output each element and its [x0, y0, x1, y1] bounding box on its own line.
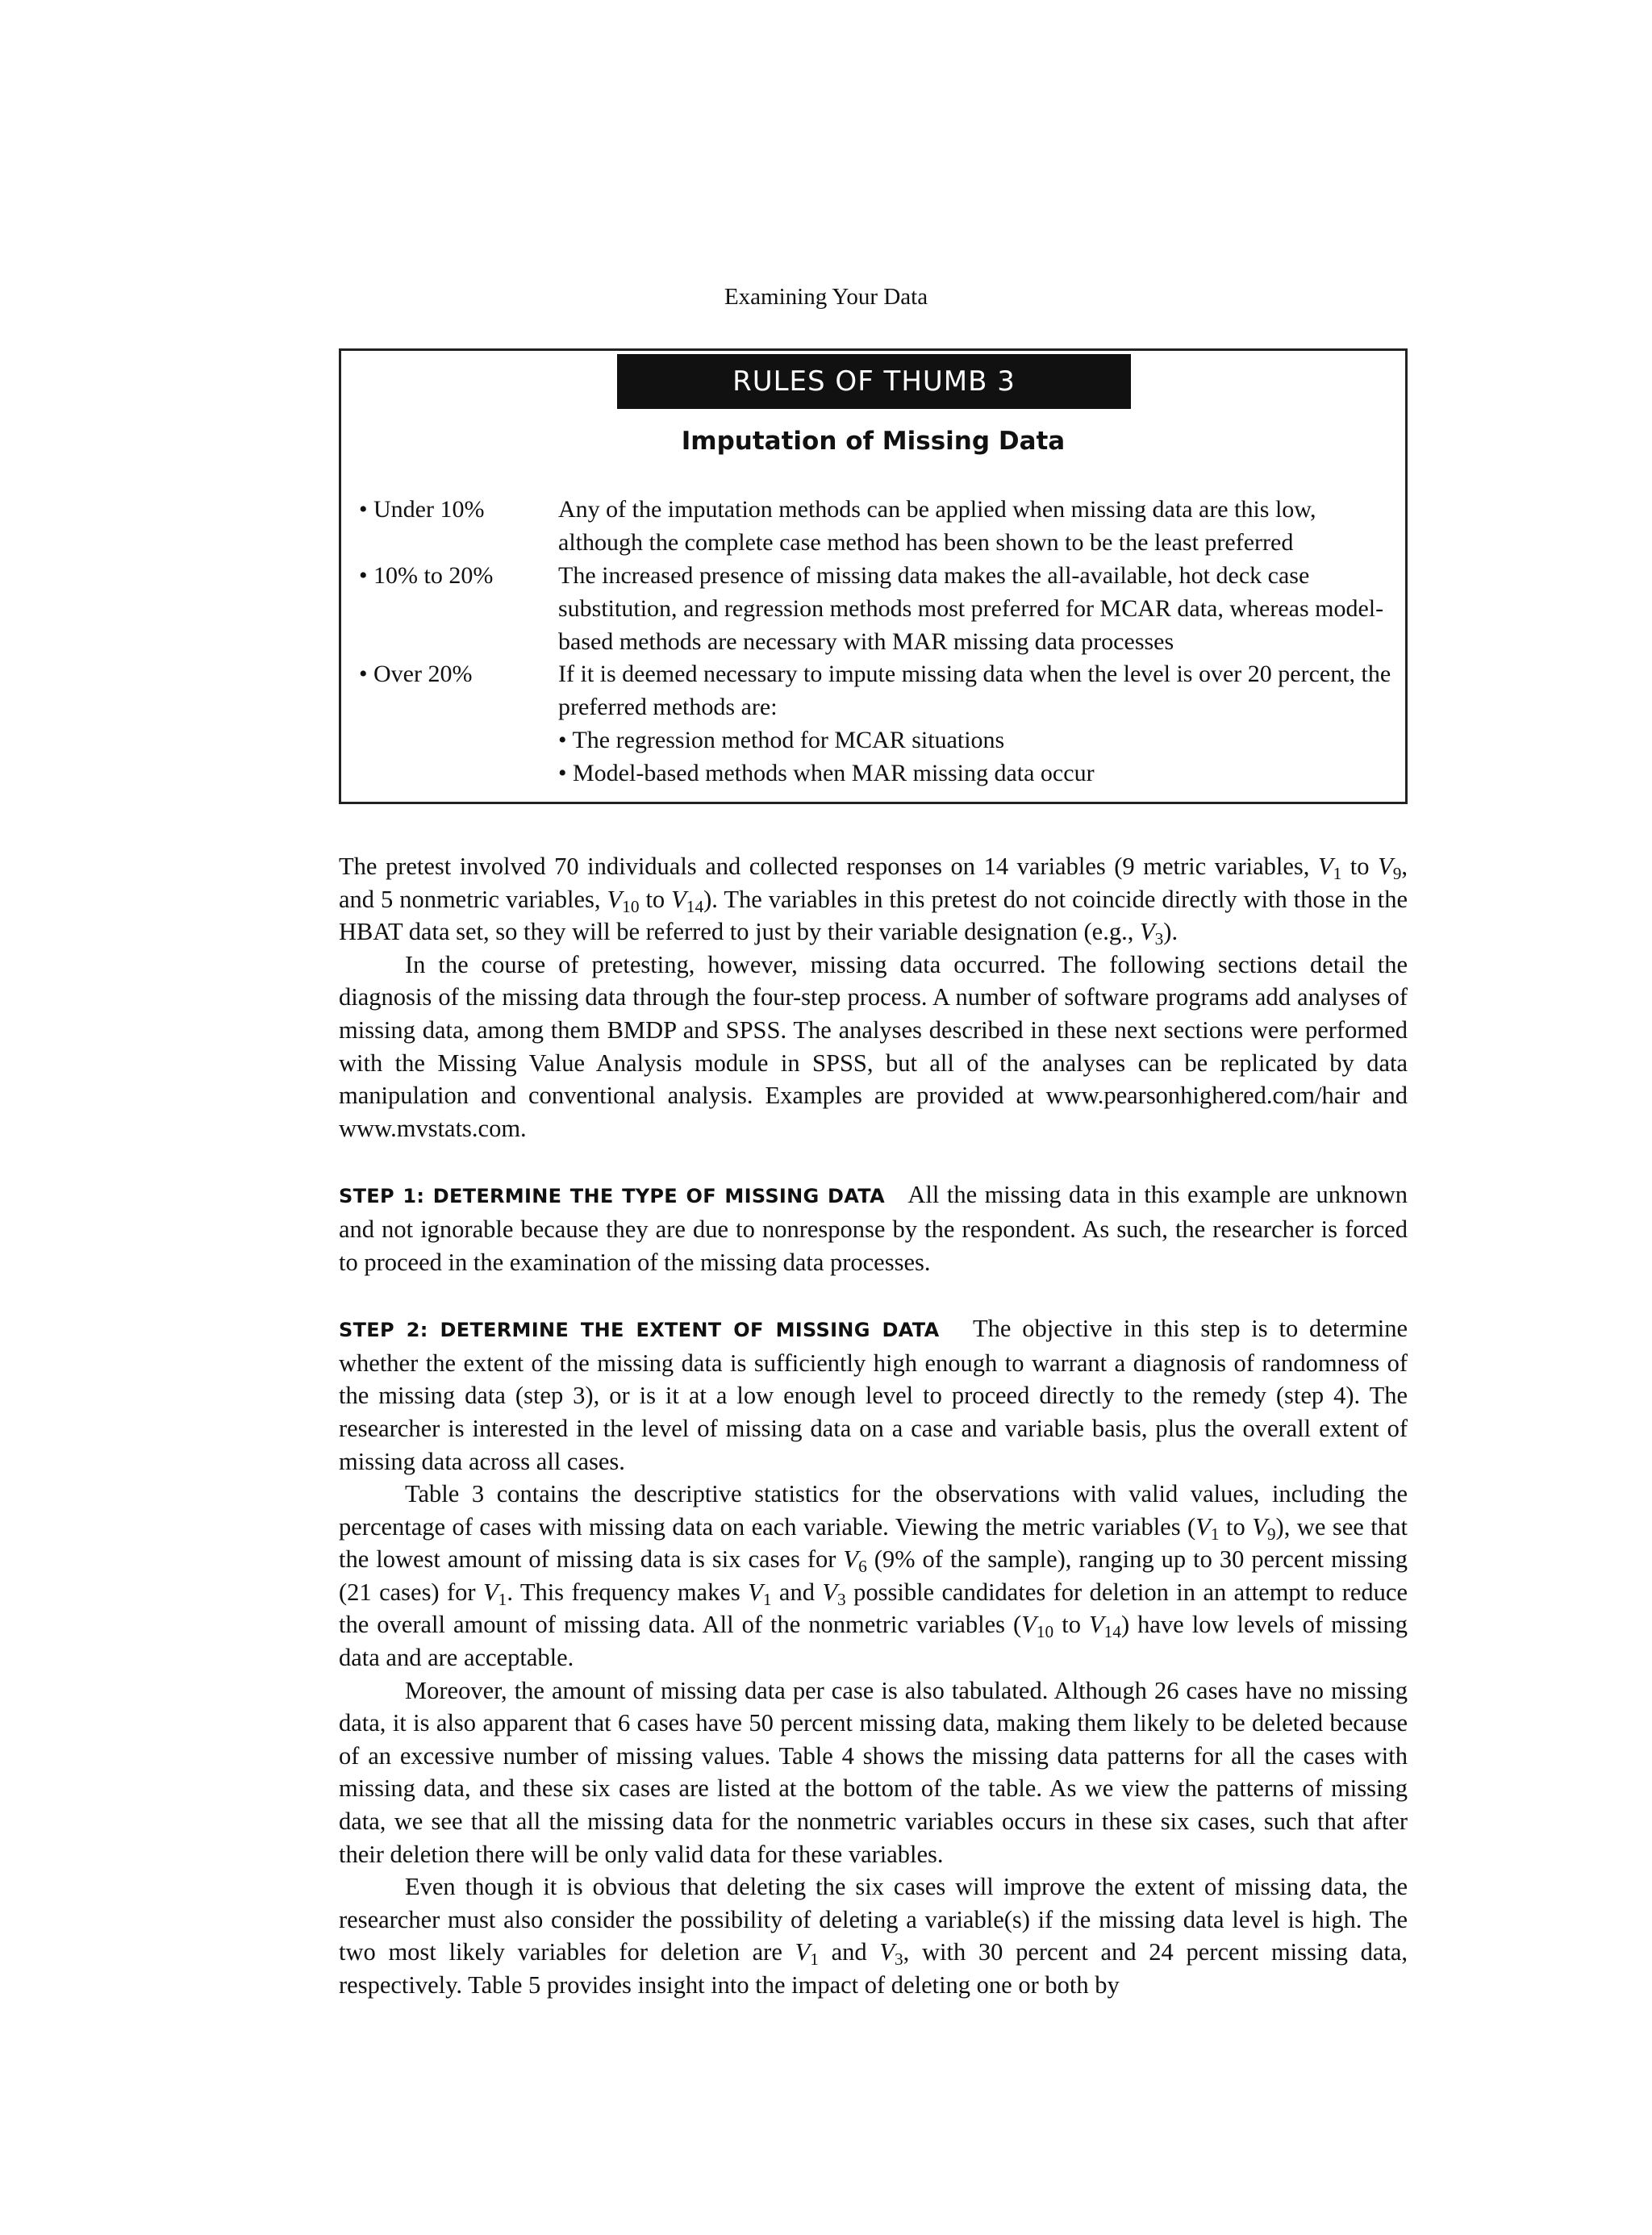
paragraph-per-case: Moreover, the amount of missing data per case is also tabulated. Although 26 cases have no missing data, it is also apparent that 6 cases have 50 percent missing data, making them likely to be deleted because of an excessive number of missing values. Table 4 shows the missing data patterns for all the cases with missing data, and these six cases are listed at the bottom of the table. As we view the patterns of missing data, we see that all the missing data for the nonmetric variables occurs in these six cases, such that after their deletion there will be only valid data for these variables. — [339, 1676, 1408, 1868]
paragraph-pretesting: In the course of pretesting, however, missing data occurred. The following sections detail the diagnosis of the missing data through the four-step process. A number of software programs add analyses of missing data, among them BMDP and SPSS. The analyses described in these next sections were performed with the Missing Value Analysis module in SPSS, but all of the analyses can be replicated by data manipulation and conventional analysis. Examples are provided at www.pearsonhighered.com/hair and www.mvstats.com. — [339, 950, 1408, 1142]
paragraph-deleting: Even though it is obvious that deleting the six cases will improve the extent of missing data, the researcher must also consider the possibility of deleting a variable(s) if the missing data level is high. The two most likely variables for deletion are $V_1$ and $V_3$, with 30 percent and 24 percent missing data, respectively. Table 5 provides insight into the impact of deleting one or both by — [339, 1873, 1408, 1999]
rule-text: If it is deemed necessary to impute missing data when the level is over 20 percent, the preferred methods are: — [558, 661, 1391, 720]
rules-subtitle: Imputation of Missing Data — [681, 427, 1066, 456]
rule-text: The increased presence of missing data makes the all-available, hot deck case substitution, and regression methods most preferred for MCAR data, whereas model-based methods are necessary with MAR missing data processes — [558, 562, 1384, 655]
rule-label: • Over 20% — [359, 661, 473, 687]
rule-text: Any of the imputation methods can be applied when missing data are this low, although the complete case method has been shown to be the least preferred — [558, 496, 1316, 556]
paragraph-pretest: The pretest involved 70 individuals and collected responses on 14 variables (9 metric variables, $V_1$ to $V_9$, and 5 nonmetric variables, $V_{10}$ to $V_{14}$). The variables in this pretest do not coincide directly with those in the HBAT data set, so they will be referred to just by their variable designation (e.g., $V_3$). — [339, 853, 1408, 949]
step1-paragraph — [339, 1178, 1408, 1278]
step2-text: The objective in this step is to determine whether the extent of the missing data is sufficiently high enough to warrant a diagnosis of randomness of the missing data (step 3), or is it at a low enough level to proceed directly to the remedy (step 4). The researcher is interested in the level of missing data on a case and variable basis, plus the overall extent of missing data across all cases. — [339, 1315, 1408, 1475]
paragraph-table3: Table 3 contains the descriptive statistics for the observations with valid values, including the percentage of cases with missing data on each variable. Viewing the metric variables ($V_1$ to $V_9$), we see that the lowest amount of missing data is six cases for $V_6$ (9% of the sample), ranging up to 30 percent missing (21 cases) for $V_1$. This frequency makes $V_1$ and $V_3$ possible candidates for deletion in an attempt to reduce the overall amount of missing data. All of the nonmetric variables ($V_{10}$ to $V_{14}$) have low levels of missing data and are acceptable. — [339, 1480, 1408, 1672]
rule-label: • Under 10% — [359, 496, 485, 523]
step1-text: All the missing data in this example are unknown and not ignorable because they are due to nonresponse by the respondent. As such, the researcher is forced to proceed in the examination of the missing data processes. — [339, 1181, 1408, 1276]
rule-text-block — [558, 657, 1401, 790]
rules-of-thumb-box — [339, 348, 1408, 804]
rule-sub-bullets — [558, 723, 1401, 790]
rules-banner: RULES OF THUMB 3 — [617, 354, 1131, 409]
rule-label: • 10% to 20% — [359, 562, 494, 589]
body-text — [339, 850, 1408, 2002]
step2-paragraph — [339, 1312, 1408, 1478]
step2-heading: STEP 2: DETERMINE THE EXTENT OF MISSING DATA — [339, 1319, 940, 1342]
rule-sub-bullet: • The regression method for MCAR situations — [558, 727, 1005, 753]
rule-sub-bullet: • Model-based methods when MAR missing data occur — [558, 760, 1095, 786]
running-head: Examining Your Data — [724, 284, 928, 310]
step1-heading: STEP 1: DETERMINE THE TYPE OF MISSING DATA — [339, 1185, 885, 1208]
